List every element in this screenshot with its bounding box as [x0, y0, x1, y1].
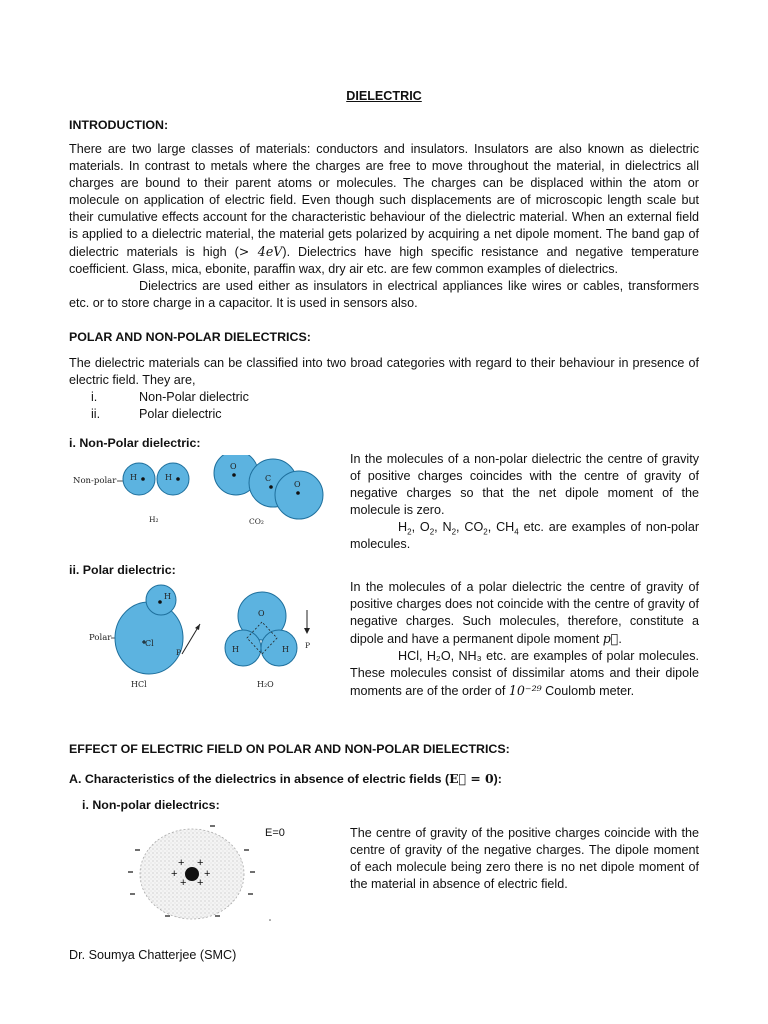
hcl-label: HCl: [131, 680, 147, 689]
nonpolar-heading: i. Non-Polar dielectric:: [69, 436, 201, 450]
zero-field-math: E⃗ = 0: [449, 771, 494, 786]
hydrogen-atom: [261, 630, 297, 666]
svg-text:C: C: [265, 474, 272, 483]
dipole-vector-math: p⃗: [602, 631, 619, 646]
introduction-paragraph-2: Dielectrics are used either as insulators in electrical appliances like wires or cables, transformers etc. or to store charge in a capacitor. It is used in sensors also.: [69, 279, 699, 310]
svg-text:P: P: [176, 648, 182, 657]
hydrogen-atom: [123, 463, 155, 495]
document-page: DIELECTRIC INTRODUCTION: There are two large classes of materials: conductors and insulators. Insulators are also known as dielectric materials. In contrast to metals where the charges are free to move throughout the material, in dielectrics all charges are bound to their parent atoms or molecules. The charges can be displaced within the atom or molecule on application of electric field. Even though such displacements are of microscopic length scale but their cumulative effects account for the characteristic behaviour of the dielectric material. When an external field is applied to a dielectric material, the material gets polarized by acquiring a net dipole moment. The band gap of dielectric materials is high (> 4eV). Dielectrics have high specific resistance and negative temperature coefficient. Glass, mica, ebonite, paraffin wax, dry air etc. are few common examples of dielectrics. Dielectrics are used either as insulators in electrical appliances like wires or cables, transformers etc. or to store charge in a capacitor. It is used in sensors also. POLAR AND NON-POLAR DIELECTRICS: The dielectric materials can be classified into two broad categories with regard to their behaviour in presence of electric field. They are, i. Non-Polar dielectric ii. Polar dielectric i. Non-Polar dielectric: Non-polar H H H₂ O C O CO₂ In the molecules of a non-polar dielectric the centre of gravity of positive charges coincides with the centre of gravity of negative charges so that the net dipole moment of the molecule is zero. $H_2$, $O_2$, $N_2$, $CO_2$, $CH_4$ etc. are examples of non-polar molecules. ii. Polar dielectric: Polar H Cl P HCl O H H P H₂O In the molecules of a polar dielectric the centre of gravity of positive charges does not coincide with the centre of gravity of negative charges. Such molecules, therefore, constitute a dipole and have a permanent dipole moment p⃗. HCl, H₂O, NH₃ etc. are examples of polar molecules. These molecules consist of dissimilar atoms and their dipole moments are of the order of 10⁻²⁹ Coulomb meter. EFFECT OF ELECTRIC FIELD ON POLAR AND NON-POLAR DIELECTRICS: A. Characteristics of the dielectrics in absence of electric fields (E⃗ = 0): i. Non-polar dielectrics: + + + + + + E=0 The centre of gravity of the positive charges coincide with the centre of gravity of the negative charges. The dipole moment of each molecule being zero there is no net dipole moment of the material in absence of electric field. Dr. Soumya Chatterjee (SMC): [0, 0, 768, 1024]
polar-nonpolar-heading: POLAR AND NON-POLAR DIELECTRICS:: [69, 330, 311, 344]
effect-heading: EFFECT OF ELECTRIC FIELD ON POLAR AND NON-POLAR DIELECTRICS:: [69, 742, 510, 756]
svg-text:+: +: [180, 877, 187, 889]
nonpolar-molecules-figure: [69, 455, 334, 530]
svg-text:+: +: [204, 868, 211, 880]
polar-molecules-figure: [69, 580, 334, 695]
polar-heading: ii. Polar dielectric:: [69, 563, 176, 577]
zero-field-description: The centre of gravity of the positive charges coincide with the centre of gravity of the negative charges. The dipole moment of each molecule being zero there is no net dipole moment of the material in absence of electric field.: [350, 826, 699, 891]
author-footer: Dr. Soumya Chatterjee (SMC): [69, 948, 237, 962]
co2-label: CO₂: [249, 517, 264, 526]
svg-text:+: +: [178, 857, 185, 869]
polar-label: Polar: [89, 633, 112, 643]
svg-text:Cl: Cl: [145, 639, 154, 648]
svg-text:O: O: [258, 609, 265, 618]
nonpolar-dielectrics-subheading: i. Non-polar dielectrics:: [82, 798, 220, 812]
nonpolar-label: Non-polar: [73, 476, 117, 486]
svg-text:H: H: [282, 645, 289, 654]
polar-description: In the molecules of a polar dielectric the centre of gravity of positive charges does not coincide with the centre of gravity of negative charges. Such molecules, therefore, constitute a dipole and have a permanent dipole moment p⃗. HCl, H₂O, NH₃ etc. are examples of polar molecules. These molecules consist of dissimilar atoms and their dipole moments are of the order of 10⁻²⁹ Coulomb meter.: [350, 580, 699, 698]
svg-text:H: H: [232, 645, 239, 654]
hydrogen-atom: [157, 463, 189, 495]
h2-label: H₂: [149, 515, 159, 524]
introduction-paragraph: There are two large classes of materials: conductors and insulators. Insulators are also known as dielectric materials. In contrast to metals where the charges are free to move throughout the material, in dielectrics all charges are bound to their parent atoms or molecules. The charges can be displaced within the atom or molecule on application of electric field. Even though such displacements are of microscopic length scale but their cumulative effects account for the characteristic behaviour of the dielectric material. When an external field is applied to a dielectric material, the material gets polarized by acquiring a net dipole moment. The band gap of dielectric materials is high (> 4eV). Dielectrics have high specific resistance and negative temperature coefficient. Glass, mica, ebonite, paraffin wax, dry air etc. are few common examples of dielectrics. Dielectrics are used either as insulators in electrical appliances like wires or cables, transformers etc. or to store charge in a capacitor. It is used in sensors also.: [69, 142, 699, 310]
chlorine-atom: [115, 602, 183, 674]
nonpolar-description: In the molecules of a non-polar dielectric the centre of gravity of positive charges coincides with the centre of gravity of negative charges so that the net dipole moment of the molecule is zero. $H_2$, $O_2$, $N_2$, $CO_2$, $CH_4$ etc. are examples of non-polar molecules.: [350, 452, 700, 551]
field-label: E=0: [265, 827, 285, 839]
hydrogen-atom: [225, 630, 261, 666]
dipole-order-math: 10⁻²⁹: [508, 683, 542, 698]
oxygen-atom: [275, 471, 323, 519]
document-title: DIELECTRIC: [346, 89, 422, 103]
svg-text:+: +: [197, 877, 204, 889]
svg-text:P: P: [305, 641, 311, 650]
hydrogen-atom: [146, 585, 176, 615]
nonpolar-zero-field-figure: [120, 820, 295, 925]
introduction-heading: INTRODUCTION:: [69, 118, 169, 132]
svg-text:H: H: [130, 473, 137, 482]
svg-text:+: +: [197, 857, 204, 869]
svg-text:O: O: [230, 462, 237, 471]
svg-text:H: H: [164, 592, 171, 601]
h2o-label: H₂O: [257, 680, 274, 689]
classification-paragraph: The dielectric materials can be classified into two broad categories with regard to their behaviour in presence of electric field. They are,: [69, 356, 699, 387]
svg-text:O: O: [294, 480, 301, 489]
nonpolar-examples: $H_2$, $O_2$, $N_2$, $CO_2$, $CH_4$ etc. are examples of non-polar molecules.: [350, 520, 700, 551]
bandgap-math: > 4eV: [238, 244, 283, 259]
absence-field-heading: A. Characteristics of the dielectrics in absence of electric fields (E⃗ = 0):: [69, 771, 502, 786]
svg-text:+: +: [171, 868, 178, 880]
svg-text:H: H: [165, 473, 172, 482]
polar-examples: HCl, H₂O, NH₃ etc. are examples of polar molecules. These molecules consist of dissimilar atoms and their dipole moments are of the order of 10⁻²⁹ Coulomb meter.: [350, 649, 699, 698]
